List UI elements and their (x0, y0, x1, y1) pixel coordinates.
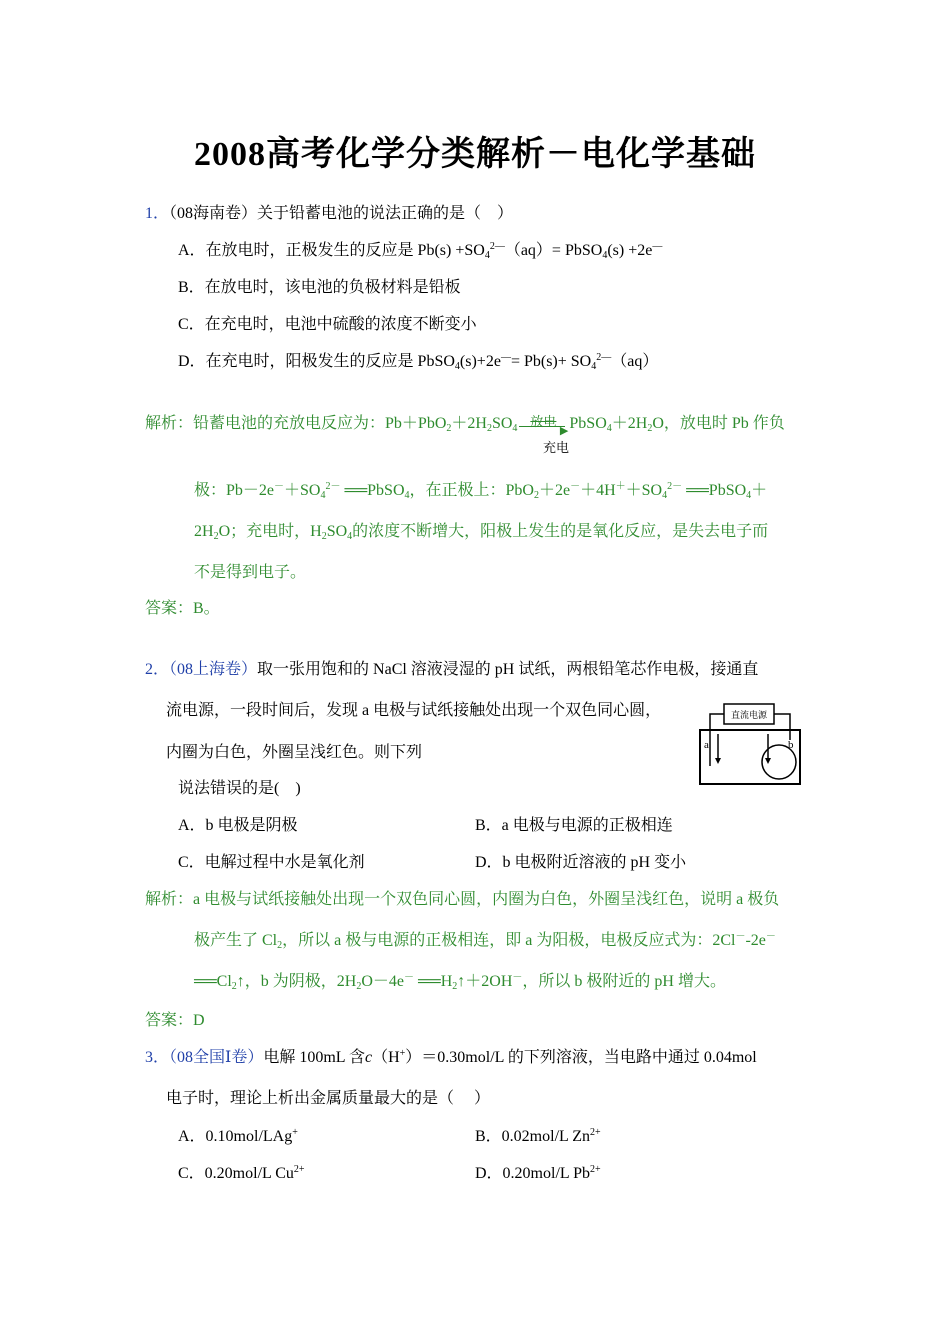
q3-option-c: C．0.20mol/L $Cu^{2+}$ (178, 1164, 305, 1182)
q1-analysis-line-3: $2H_2O$；充电时，$H_2SO_4$的浓度不断增大，阳极上发生的是氧化反应，是失去电子而 (194, 523, 769, 542)
question-2-stem (145, 659, 758, 681)
analysis-label: 解析： (145, 891, 194, 908)
q1-option-a: A．在放电时，正极发生的反应是 $Pb(s) +SO_4^{2—}(aq)=$ PbSO$_4$(s) +2e— (178, 241, 663, 261)
electrode-a-label: a (704, 739, 709, 751)
q2-analysis-line-2: 极产生了 $Cl_2$，所以 a 极与电源的正极相连，即 a 为阳极，电极反应式为：2Cl－-2e－ (194, 931, 776, 951)
q1-option-c: C．在充电时，电池中硫酸的浓度不断变小 (178, 316, 477, 333)
q1-analysis-line-4: 不是得到电子。 (194, 564, 307, 581)
q2-option-b: B．a 电极与电源的正极相连 (475, 817, 673, 834)
q3-option-a: A．0.10mol/LAg+ (178, 1127, 298, 1145)
question-text: 关于铅蓄电池的说法正确的是（ ） (257, 205, 514, 222)
question-1-stem (145, 203, 513, 225)
page-title: 2008高考化学分类解析－电化学基础 (194, 136, 756, 173)
q3-option-b: B．0.02mol/L $Zn^{2+}$ (475, 1127, 601, 1145)
q2-option-c: C．电解过程中水是氧化剂 (178, 854, 365, 871)
q2-option-d: D．b 电极附近溶液的 pH 变小 (475, 854, 687, 871)
question-number: 1． (145, 205, 170, 222)
q2-option-a: A．b 电极是阴极 (178, 817, 298, 834)
q1-option-b: B．在放电时，该电池的负极材料是铅板 (178, 279, 461, 296)
q1-analysis-line-2: 极：$Pb-2e^-+SO_4^{2-}$ ══PbSO$_4$，在正极上：$PbO_2+2e^-+4H^++SO_4^{2-}$ ══PbSO$_4$＋ (194, 481, 768, 501)
arrow-bottom-label: 充电 (543, 440, 570, 455)
question-source: （08全国Ⅰ卷） (169, 1049, 264, 1066)
power-supply-label: 直流电源 (730, 711, 768, 721)
q1-answer: 答案：B。 (145, 600, 220, 617)
reversible-arrow: 放电 ▶ (517, 413, 569, 435)
q1-analysis-line-1: 解析：铅蓄电池的充放电反应为：$Pb+PbO_2+2H_2SO_4$ 放电 ▶ $PbSO_4+2H_2O$，放电时 Pb 作负 (145, 414, 785, 437)
electrolysis-apparatus-figure (696, 702, 804, 786)
q2-stem-line-2: 流电源，一段时间后，发现 a 电极与试纸接触处出现一个双色同心圆， (166, 702, 662, 719)
question-text: 取一张用饱和的 NaCl 溶液浸湿的 pH 试纸，两根铅笔芯作电极，接通直 (257, 661, 759, 678)
question-number: 3． (145, 1049, 170, 1066)
question-3-stem: 3．（08全国Ⅰ卷）电解 100mL 含c（H+）＝0.30mol/L 的下列溶液，当电路中通过 0.04mol (145, 1048, 757, 1066)
question-source: （08海南卷） (169, 205, 258, 222)
q2-analysis-line-3: $══Cl_2↑$，b 为阴极，$2H_2O-4e^-$ $══H_2↑+2OH^-$，所以 b 极附近的 pH 增大。 (194, 972, 726, 992)
electrode-b-label: b (788, 739, 794, 751)
q3-stem-line-2: 电子时，理论上析出金属质量最大的是（ ） (166, 1090, 491, 1107)
q3-option-d: D．0.20mol/L $Pb^{2+}$ (475, 1164, 601, 1182)
analysis-label: 解析： (145, 415, 194, 432)
q2-analysis-line-1: 解析：a 电极与试纸接触处出现一个双色同心圆，内圈为白色，外圈呈浅红色，说明 a 极负 (145, 891, 780, 908)
q2-answer: 答案：D (145, 1012, 205, 1029)
question-source: （08上海卷） (169, 661, 258, 678)
q2-stem-line-4: 说法错误的是( ) (178, 780, 301, 797)
q1-option-d: D．在充电时，阳极发生的反应是 PbSO$_4$(s)+2e—= $Pb(s)+ SO_4^{2—}(aq)$ (178, 352, 659, 372)
q2-stem-line-3: 内圈为白色，外圈呈浅红色。则下列 (166, 744, 423, 761)
question-number: 2． (145, 661, 170, 678)
